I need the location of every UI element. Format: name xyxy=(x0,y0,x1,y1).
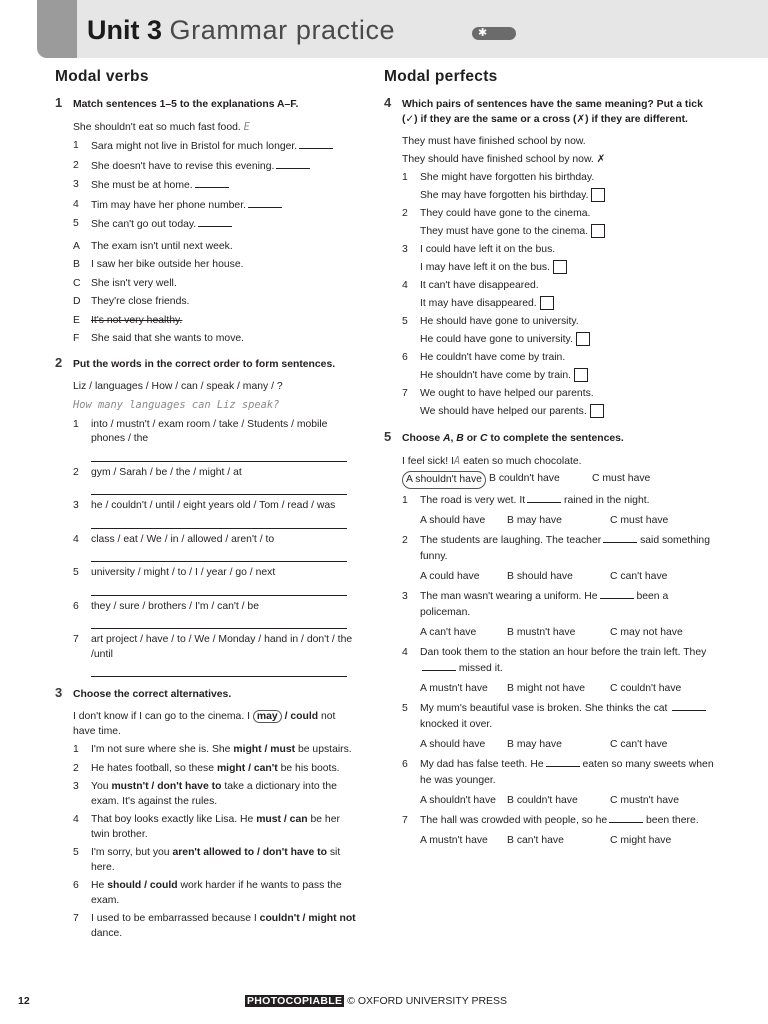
option-c[interactable]: C can't have xyxy=(610,739,668,750)
list-item: C She isn't very well. xyxy=(73,277,177,289)
page-number: 12 xyxy=(18,995,30,1007)
list-item: 2 She doesn't have to revise this evening. xyxy=(73,159,360,175)
option-a[interactable]: A should have xyxy=(420,739,486,750)
option-c[interactable]: C mustn't have xyxy=(610,795,679,806)
unit-label: Unit 3 xyxy=(87,15,163,45)
exercise-instruction: Choose A, B or C to complete the sentences. xyxy=(402,433,624,444)
copyright-line xyxy=(245,995,507,1007)
sentence-list xyxy=(73,139,360,233)
exercise-4 xyxy=(384,97,714,421)
option-b[interactable]: B should have xyxy=(507,571,573,582)
alternatives-choice[interactable]: mustn't / don't have to xyxy=(111,781,222,792)
exercise-number: 3 xyxy=(55,685,63,700)
answer-line[interactable] xyxy=(91,519,347,529)
page-title xyxy=(87,13,395,47)
tick-box[interactable] xyxy=(540,296,554,310)
list-item-crossed-out: E It's not very healthy. xyxy=(73,314,183,326)
option-c[interactable]: C couldn't have xyxy=(610,683,682,694)
example-answer: How many languages can Liz speak? xyxy=(73,398,280,411)
circled-answer: may xyxy=(253,710,282,723)
exercise-3 xyxy=(55,687,360,941)
example-sentence: Liz / languages / How / can / speak / many / ? xyxy=(73,380,283,392)
exercise-instruction: Choose the correct alternatives. xyxy=(73,689,232,700)
option-a[interactable]: A shouldn't have xyxy=(420,795,496,806)
list-item: 5 He should have gone to university. He could have gone to university. xyxy=(402,313,714,349)
tick-box[interactable] xyxy=(591,224,605,238)
exercise-instruction: Put the words in the correct order to form sentences. xyxy=(73,358,336,370)
options-row xyxy=(402,793,714,809)
list-item: 5 My mum's beautiful vase is broken. She thinks the cat knocked it over. xyxy=(402,701,714,733)
option-c[interactable]: C can't have xyxy=(610,571,668,582)
answer-blank[interactable] xyxy=(195,178,229,188)
answer-blank[interactable] xyxy=(546,757,580,767)
exercise-instruction: Which pairs of sentences have the same meaning? Put a tick (✓) if they are the same or a cross (✗) if they are different. xyxy=(402,99,703,125)
photocopiable-badge: PHOTOCOPIABLE xyxy=(247,995,343,1007)
answer-line[interactable] xyxy=(91,552,347,562)
option-b[interactable]: B may have xyxy=(507,515,562,526)
tick-box[interactable] xyxy=(553,260,567,274)
answer-blank[interactable] xyxy=(422,661,456,671)
option-a[interactable]: A mustn't have xyxy=(420,683,488,694)
list-item: 1 The road is very wet. It rained in the night. xyxy=(402,495,650,506)
alternatives-choice[interactable]: might / must xyxy=(233,744,296,755)
answer-blank[interactable] xyxy=(672,701,706,711)
option-a: A shouldn't have xyxy=(402,471,489,489)
list-item: 3 he / couldn't / until / eight years old / Tom / read / was xyxy=(73,499,360,529)
list-item: 6 He should / could work harder if he wants to pass the exam. xyxy=(73,880,342,906)
example-sentence-a: They must have finished school by now. xyxy=(402,136,586,147)
option-a[interactable]: A mustn't have xyxy=(420,835,488,846)
alternatives-list xyxy=(73,743,360,941)
list-item: 1 I'm not sure where she is. She might / must be upstairs. xyxy=(73,744,352,755)
section-title-modal-perfects: Modal perfects xyxy=(384,68,498,85)
title-label: Grammar practice xyxy=(169,15,396,45)
answer-blank[interactable] xyxy=(299,139,333,149)
list-item: D They're close friends. xyxy=(73,296,190,307)
publisher-label: © OXFORD UNIVERSITY PRESS xyxy=(347,995,508,1007)
exercise-2 xyxy=(55,354,360,678)
list-item: 1 Sara might not live in Bristol for much longer. xyxy=(73,139,360,155)
exercise-1 xyxy=(55,97,360,347)
option-b[interactable]: B can't have xyxy=(507,835,564,846)
option-b[interactable]: B couldn't have xyxy=(507,795,578,806)
list-item: A The exam isn't until next week. xyxy=(73,240,233,252)
list-item: 7 I used to be embarrassed because I couldn't / might not dance. xyxy=(73,913,356,939)
explanation-list xyxy=(73,240,360,347)
list-item: 5 She can't go out today. xyxy=(73,217,360,233)
list-item: 4 class / eat / We / in / allowed / aren't / to xyxy=(73,533,360,563)
list-item: F She said that she wants to move. xyxy=(73,333,245,344)
example-sentence-b: They should have finished school by now. ✗ xyxy=(402,154,606,165)
list-item: 3 She must be at home. xyxy=(73,178,360,194)
answer-blank[interactable] xyxy=(198,217,232,227)
tick-box[interactable] xyxy=(591,188,605,202)
list-item: 2 gym / Sarah / be / the / might / at xyxy=(73,466,360,496)
option-b: B couldn't have xyxy=(489,473,560,484)
difficulty-star-badge xyxy=(472,27,516,40)
list-item: 6 My dad has false teeth. He eaten so many sweets when he was younger. xyxy=(402,759,714,786)
example-answer: E xyxy=(243,121,250,133)
tick-box[interactable] xyxy=(574,368,588,382)
option-b[interactable]: B mustn't have xyxy=(507,627,576,638)
tick-box[interactable] xyxy=(576,332,590,346)
option-c[interactable]: C might have xyxy=(610,835,672,846)
list-item: 7 We ought to have helped our parents. We should have helped our parents. xyxy=(402,385,714,421)
example-options xyxy=(402,471,714,489)
answer-blank[interactable] xyxy=(603,533,637,543)
alternatives-choice[interactable]: must / can xyxy=(256,814,308,825)
section-title-modal-verbs: Modal verbs xyxy=(55,68,149,85)
list-item: 3 The man wasn't wearing a uniform. He been a policeman. xyxy=(402,591,669,618)
options-row xyxy=(402,681,714,697)
list-item: 2 The students are laughing. The teacher said something funny. xyxy=(402,535,710,562)
option-a[interactable]: A could have xyxy=(420,571,480,582)
alternatives-choice[interactable]: aren't allowed to / don't have to xyxy=(172,847,327,858)
option-c: C must have xyxy=(592,473,651,484)
word-order-list xyxy=(73,418,360,678)
exercise-instruction: Match sentences 1–5 to the explanations A–F. xyxy=(73,99,299,110)
answer-blank[interactable] xyxy=(609,813,643,823)
list-item: 4 It can't have disappeared. It may have disappeared. xyxy=(402,277,714,313)
alternatives-choice[interactable]: might / can't xyxy=(216,762,278,774)
answer-blank[interactable] xyxy=(248,198,282,208)
header-tab xyxy=(37,0,77,58)
list-item: 4 Dan took them to the station an hour before the train left. They missed it. xyxy=(402,647,707,674)
cross-mark: ✗ xyxy=(596,154,606,165)
option-c[interactable]: C must have xyxy=(610,515,669,526)
sentence-pairs-list xyxy=(402,169,714,421)
options-row xyxy=(402,737,714,753)
list-item: 5 university / might / to / I / year / go / next xyxy=(73,566,360,596)
option-b[interactable]: B might not have xyxy=(507,683,585,694)
answer-line[interactable] xyxy=(91,619,347,629)
list-item: 2 He hates football, so these might / can't be his boots. xyxy=(73,762,340,774)
example-sentence: I don't know if I can go to the cinema. I may / could not have time. xyxy=(73,711,336,737)
list-item: 7 The hall was crowded with people, so he been there. xyxy=(402,815,699,826)
options-row xyxy=(402,513,714,529)
exercise-number: 1 xyxy=(55,95,63,110)
tick-box[interactable] xyxy=(590,404,604,418)
list-item: 4 Tim may have her phone number. xyxy=(73,198,360,214)
answer-line[interactable] xyxy=(91,485,347,495)
answer-blank[interactable] xyxy=(600,589,634,599)
list-item: 1 She might have forgotten his birthday. She may have forgotten his birthday. xyxy=(402,169,714,205)
exercise-5 xyxy=(384,431,714,849)
list-item: B I saw her bike outside her house. xyxy=(73,259,244,270)
list-item: 7 art project / have / to / We / Monday / hand in / don't / the /until xyxy=(73,633,360,677)
list-item: 4 That boy looks exactly like Lisa. He must / can be her twin brother. xyxy=(73,814,340,840)
list-item: 6 they / sure / brothers / I'm / can't / be xyxy=(73,600,360,630)
answer-line[interactable] xyxy=(91,586,347,596)
star-icon: ✱ xyxy=(478,27,488,39)
list-item: 3 I could have left it on the bus. I may have left it on the bus. xyxy=(402,241,714,277)
example-answer: A xyxy=(453,455,461,467)
alternatives-choice[interactable]: should / could xyxy=(107,880,178,891)
choices-list xyxy=(402,493,714,849)
options-row xyxy=(402,833,714,849)
answer-line[interactable] xyxy=(91,452,347,462)
list-item: 2 They could have gone to the cinema. They must have gone to the cinema. xyxy=(402,205,714,241)
option-a[interactable]: A can't have xyxy=(420,627,477,638)
answer-blank[interactable] xyxy=(276,159,310,169)
list-item: 5 I'm sorry, but you aren't allowed to / don't have to sit here. xyxy=(73,847,341,873)
exercise-number: 4 xyxy=(384,95,392,110)
list-item: 3 You mustn't / don't have to take a dictionary into the exam. It's against the rules. xyxy=(73,781,337,807)
right-column xyxy=(384,66,714,853)
option-a[interactable]: A should have xyxy=(420,515,486,526)
options-row xyxy=(402,625,714,641)
exercise-number: 2 xyxy=(55,354,63,370)
option-c[interactable]: C may not have xyxy=(610,627,683,638)
options-row xyxy=(402,569,714,585)
answer-blank[interactable] xyxy=(527,493,561,503)
example-sentence: She shouldn't eat so much fast food. E xyxy=(73,121,250,133)
exercise-number: 5 xyxy=(384,429,392,444)
list-item: 6 He couldn't have come by train. He shouldn't have come by train. xyxy=(402,349,714,385)
option-b[interactable]: B may have xyxy=(507,739,562,750)
answer-line[interactable] xyxy=(91,667,347,677)
example-sentence: I feel sick! IA eaten so much chocolate. xyxy=(402,455,582,467)
left-column xyxy=(55,66,360,945)
alternatives-choice[interactable]: couldn't / might not xyxy=(259,913,356,924)
list-item: 1 into / mustn't / exam room / take / Students / mobile phones / the xyxy=(73,418,360,462)
